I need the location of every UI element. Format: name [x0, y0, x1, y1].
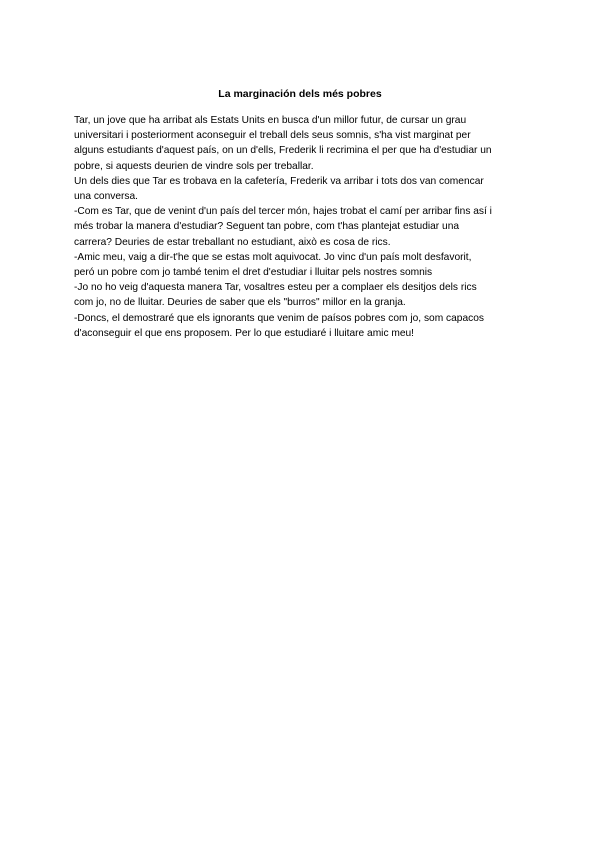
body-line: -Jo no ho veig d'aquesta manera Tar, vosaltres esteu per a complaer els desitjos dels rics — [74, 282, 477, 294]
body-line: d'aconseguir el que ens proposem. Per lo que estudiaré i lluitare amic meu! — [74, 327, 415, 339]
body-line: més trobar la manera d'estudiar? Seguent tan pobre, com t'has plantejat estudiar una — [74, 221, 460, 233]
document-body — [74, 113, 534, 341]
body-line: -Doncs, el demostraré que els ignorants que venim de paísos pobres com jo, som capacos — [74, 312, 484, 324]
body-line: universitari i posteriorment aconseguir el treball dels seus somnis, s'ha vist marginat per — [74, 130, 471, 142]
body-line: pobre, si aquests deurien de vindre sols per treballar. — [74, 160, 314, 172]
document-title: La marginación dels més pobres — [218, 88, 382, 100]
body-line: Un dels dies que Tar es trobava en la cafetería, Frederik va arribar i tots dos van comencar — [74, 175, 484, 187]
body-line: -Amic meu, vaig a dir-t'he que se estas molt aquivocat. Jo vinc d'un país molt desfavorit, — [74, 251, 472, 263]
body-line: carrera? Deuries de estar treballant no estudiant, això es cosa de rics. — [74, 236, 391, 248]
body-line: com jo, no de lluitar. Deuries de saber que els "burros" millor en la granja. — [74, 297, 406, 309]
body-line: Tar, un jove que ha arribat als Estats Units en busca d'un millor futur, de cursar un grau — [74, 115, 467, 126]
body-line: -Com es Tar, que de venint d'un país del tercer món, hajes trobat el camí per arribar fins así i — [74, 206, 492, 218]
body-line: una conversa. — [74, 191, 138, 203]
body-line: alguns estudiants d'aquest país, on un d'ells, Frederik li recrimina el per que ha d'estudiar un — [74, 145, 492, 157]
body-line: peró un pobre com jo també tenim el dret d'estudiar i lluitar pels nostres somnis — [74, 267, 433, 279]
